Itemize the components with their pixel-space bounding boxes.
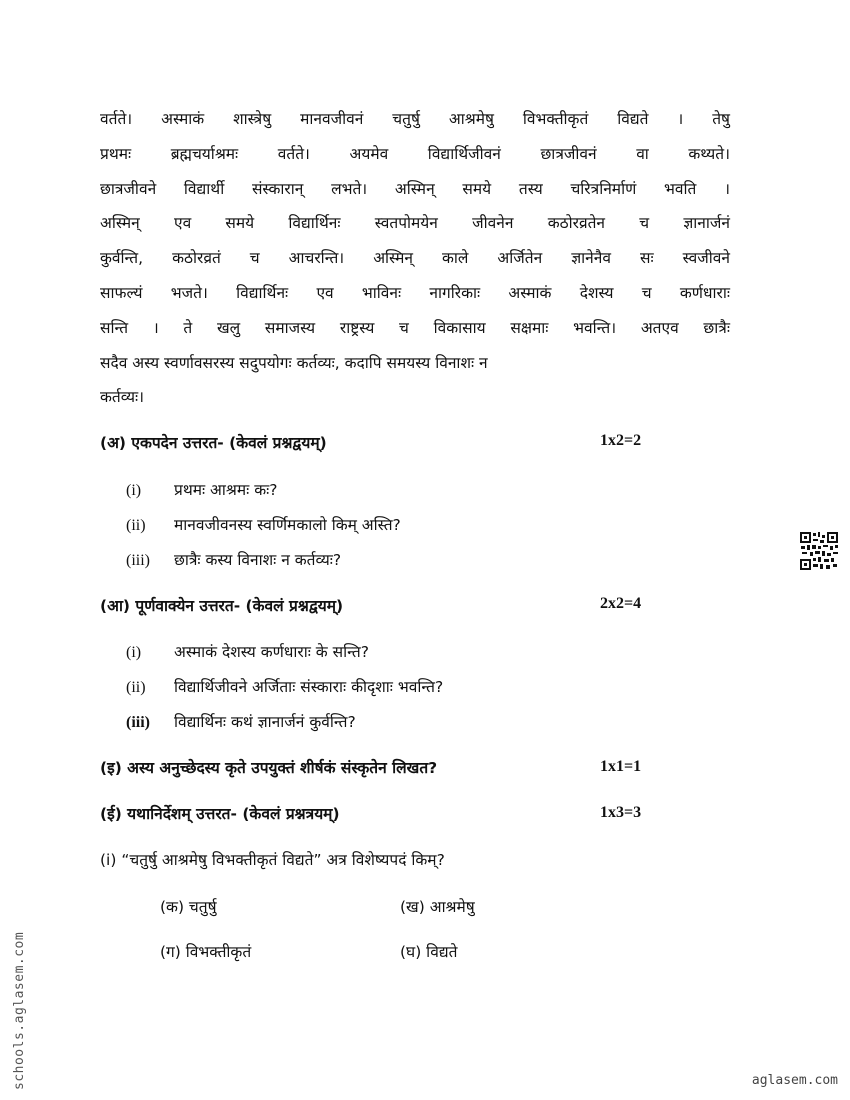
item-text: प्रथमः आश्रमः कः?	[174, 481, 278, 499]
question-i-marks: 1x1=1	[600, 758, 642, 775]
passage-line: सन्ति । ते खलु समाजस्य राष्ट्रस्य च विकासाय सक्षमाः भवन्ति। अतएव छात्रैः	[100, 318, 730, 337]
item-number: (i)	[126, 482, 142, 499]
item-number: (i)	[126, 644, 142, 661]
item-number: (ii)	[126, 679, 146, 696]
question-a-item	[126, 513, 401, 535]
question-ii-subquestion: (i) “चतुर्षु आश्रमेषु विभक्तीकृतं विद्यते” अत्र विशेष्यपदं किम्?	[100, 851, 445, 869]
item-number: (ii)	[126, 517, 146, 534]
option-kha: (ख) आश्रमेषु	[400, 898, 475, 916]
question-a-item	[126, 548, 341, 570]
question-a-marks: 1x2=2	[600, 432, 642, 449]
question-i-heading: (इ) अस्य अनुच्छेदस्य कृते उपयुक्तं शीर्षकं संस्कृतेन लिखत?	[100, 759, 438, 777]
option-ga: (ग) विभक्तीकृतं	[160, 943, 252, 961]
passage-line: अस्मिन् एव समये विद्यार्थिनः स्वतपोमयेन जीवनेन कठोरव्रतेन च ज्ञानार्जनं	[100, 214, 730, 233]
passage	[100, 102, 730, 415]
passage-line: साफल्यं भजते। विद्यार्थिनः एव भाविनः नागरिकाः अस्माकं देशस्य च कर्णधाराः	[100, 283, 730, 302]
question-aa-item	[126, 710, 356, 732]
passage-line: कर्तव्यः।	[100, 388, 145, 407]
passage-line: सदैव अस्य स्वर्णावसरस्य सदुपयोगः कर्तव्यः, कदापि समयस्य विनाशः न	[100, 353, 488, 372]
question-aa-heading: (आ) पूर्णवाक्येन उत्तरत- (केवलं प्रश्नद्वयम्)	[100, 597, 344, 615]
passage-line: कुर्वन्ति, कठोरव्रतं च आचरन्ति। अस्मिन् काले अर्जितेन ज्ञानेनैव सः स्वजीवने	[100, 249, 730, 268]
question-a-item	[126, 478, 277, 500]
question-aa-marks: 2x2=4	[600, 595, 642, 612]
item-text: विद्यार्थिजीवने अर्जिताः संस्काराः कीदृशाः भवन्ति?	[174, 678, 444, 696]
item-number: (iii)	[126, 714, 150, 731]
option-gha: (घ) विद्यते	[400, 943, 458, 961]
side-watermark: schools.aglasem.com	[12, 931, 27, 1090]
qr-code-icon	[799, 531, 839, 571]
passage-line: प्रथमः ब्रह्मचर्याश्रमः वर्तते। अयमेव विद्यार्थिजीवनं छात्रजीवनं वा कथ्यते।	[100, 144, 730, 163]
item-text: अस्माकं देशस्य कर्णधाराः के सन्ति?	[174, 643, 369, 661]
footer-watermark: aglasem.com	[751, 1073, 838, 1088]
question-a-heading: (अ) एकपदेन उत्तरत- (केवलं प्रश्नद्वयम्)	[100, 434, 327, 452]
question-ii-heading: (ई) यथानिर्देशम् उत्तरत- (केवलं प्रश्नत्रयम्)	[100, 805, 340, 823]
question-ii-marks: 1x3=3	[600, 804, 642, 821]
option-ka: (क) चतुर्षु	[160, 898, 217, 916]
passage-line: वर्तते। अस्माकं शास्त्रेषु मानवजीवनं चतुर्षु आश्रमेषु विभक्तीकृतं विद्यते । तेषु	[100, 110, 730, 128]
question-aa-item	[126, 640, 369, 662]
item-text: विद्यार्थिनः कथं ज्ञानार्जनं कुर्वन्ति?	[174, 713, 356, 731]
item-text: छात्रैः कस्य विनाशः न कर्तव्यः?	[174, 551, 342, 569]
passage-line: छात्रजीवने विद्यार्थी संस्कारान् लभते। अस्मिन् समये तस्य चरित्रनिर्माणं भवति ।	[100, 179, 730, 198]
item-text: मानवजीवनस्य स्वर्णिमकालो किम् अस्ति?	[174, 516, 401, 534]
question-aa-item	[126, 675, 443, 697]
item-number: (iii)	[126, 552, 150, 569]
